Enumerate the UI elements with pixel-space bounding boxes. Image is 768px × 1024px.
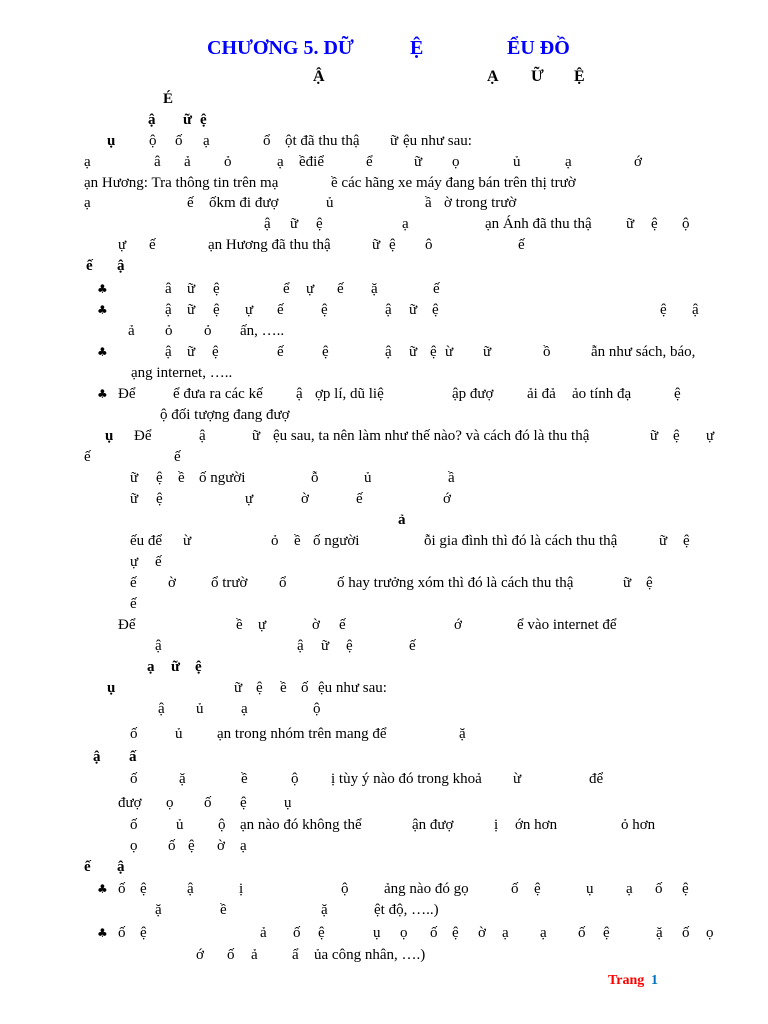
text-fragment: ọ: [130, 838, 138, 854]
text-fragment: ề: [178, 470, 185, 486]
text-fragment: ệ: [213, 302, 220, 318]
text-line: [0, 131, 768, 151]
text-fragment: ế: [337, 281, 344, 297]
text-fragment: ậ: [93, 749, 101, 765]
club-bullet-icon: ♣: [97, 303, 108, 317]
page-number: 1: [651, 973, 658, 988]
text-fragment: ấ: [129, 749, 137, 765]
text-fragment: ệt độ, …..): [374, 902, 439, 918]
text-fragment: ố: [655, 881, 663, 897]
bullet-line: [0, 879, 768, 899]
text-fragment: ả: [398, 512, 406, 528]
text-fragment: ả: [260, 925, 267, 941]
text-fragment: ố: [293, 925, 301, 941]
text-fragment: ể: [283, 281, 290, 297]
text-fragment: ột đã thu thậ: [285, 133, 360, 149]
club-bullet-icon: ♣: [97, 387, 108, 401]
text-line: [0, 945, 768, 965]
text-fragment: ờ: [478, 925, 486, 941]
text-fragment: ả: [184, 154, 191, 170]
text-fragment: ố: [682, 925, 690, 941]
text-fragment: ữ: [187, 281, 196, 297]
text-fragment: ậ: [155, 638, 162, 654]
text-fragment: ệ: [256, 680, 263, 696]
text-line: [0, 531, 768, 551]
text-fragment: ặ: [155, 902, 162, 918]
text-fragment: ế: [84, 859, 91, 875]
text-fragment: ữ: [650, 428, 659, 444]
text-fragment: ậ: [165, 302, 172, 318]
text-fragment: ế: [356, 491, 363, 507]
text-fragment: ốkm đi đượ: [209, 195, 279, 211]
text-fragment: ể: [366, 154, 373, 170]
text-fragment: ế: [433, 281, 440, 297]
text-line: [0, 552, 768, 572]
text-fragment: ố: [118, 925, 126, 941]
text-fragment: ữ: [623, 575, 632, 591]
text-line: [0, 468, 768, 488]
text-fragment: ạ: [203, 133, 210, 149]
text-fragment: ờ trong trườ: [444, 195, 517, 211]
text-fragment: ệu như sau:: [318, 680, 387, 696]
section-heading: [0, 67, 768, 87]
text-fragment: ủ: [364, 470, 372, 486]
text-fragment: ầ: [448, 470, 455, 486]
text-fragment: ệ: [156, 470, 163, 486]
bullet-line: [0, 384, 768, 404]
text-fragment: ạ: [540, 925, 547, 941]
text-fragment: ặ: [459, 726, 466, 742]
text-fragment: ảo tính đạ: [572, 386, 632, 402]
text-line: [0, 193, 768, 213]
text-fragment: ệ: [389, 237, 396, 253]
text-fragment: ả: [251, 947, 258, 963]
text-fragment: ủa công nhân, ….): [314, 947, 426, 963]
text-fragment: ảng nào đó gọ: [384, 881, 469, 897]
text-fragment: ặ: [656, 925, 663, 941]
text-line: [0, 214, 768, 234]
text-fragment: ề: [236, 617, 243, 633]
text-fragment: ạ: [402, 216, 409, 232]
subsection-heading: [0, 857, 768, 877]
text-fragment: ừ: [513, 771, 522, 787]
text-fragment: ế: [187, 195, 194, 211]
text-fragment: ợp lí, dũ liệ: [315, 386, 384, 402]
text-fragment: ệ: [534, 881, 541, 897]
bullet-line: [0, 279, 768, 299]
text-fragment: ị: [494, 817, 499, 833]
text-fragment: ổ: [263, 133, 271, 149]
text-fragment: ộ đối tượng đang đượ: [160, 407, 290, 423]
text-fragment: ồ: [543, 344, 551, 360]
text-line: [0, 615, 768, 635]
text-fragment: ệ: [212, 344, 219, 360]
text-fragment: ữ: [187, 344, 196, 360]
text-fragment: ệ: [213, 281, 220, 297]
text-line: [0, 724, 768, 744]
text-fragment: ế: [339, 617, 346, 633]
text-fragment: ớ: [454, 617, 462, 633]
text-fragment: Ậ: [313, 68, 325, 85]
text-fragment: ủ: [513, 154, 521, 170]
text-fragment: ữ: [171, 659, 181, 675]
text-fragment: ự: [706, 428, 715, 444]
text-fragment: ạ: [84, 195, 91, 211]
text-line: [0, 363, 768, 383]
text-fragment: Ạ: [487, 68, 499, 85]
text-fragment: ậ: [264, 216, 271, 232]
text-fragment: ụ: [373, 925, 381, 941]
text-fragment: ế: [277, 344, 284, 360]
text-fragment: ệ: [240, 795, 247, 811]
text-fragment: ệ: [318, 925, 325, 941]
text-fragment: ệ: [316, 216, 323, 232]
subsection-heading: [0, 747, 768, 767]
text-fragment: ố: [130, 726, 138, 742]
text-fragment: ềđiể: [299, 154, 324, 170]
text-fragment: ạn nào đó không thể: [240, 817, 362, 833]
text-fragment: ệ: [195, 659, 202, 675]
text-fragment: ờ: [168, 575, 176, 591]
text-fragment: ệ: [430, 344, 437, 360]
title-fragment: ỂU ĐỒ: [507, 37, 570, 59]
text-fragment: ả: [128, 323, 135, 339]
text-fragment: ếu để: [130, 533, 163, 549]
text-fragment: ậ: [385, 302, 392, 318]
text-fragment: ệ: [603, 925, 610, 941]
text-fragment: ề: [220, 902, 227, 918]
text-fragment: ố: [301, 680, 309, 696]
text-fragment: ầ: [425, 195, 432, 211]
text-fragment: ộ: [218, 817, 226, 833]
text-fragment: Để: [118, 617, 136, 633]
text-fragment: ữ: [372, 237, 381, 253]
text-fragment: ủ: [326, 195, 334, 211]
text-fragment: ậ: [117, 258, 125, 274]
text-fragment: ộ: [291, 771, 299, 787]
club-bullet-icon: ♣: [97, 345, 108, 359]
text-fragment: ặ: [179, 771, 186, 787]
text-fragment: ề: [241, 771, 248, 787]
text-fragment: ủ: [175, 726, 183, 742]
subsection-heading: [0, 256, 768, 276]
text-fragment: ố người: [313, 533, 360, 549]
text-fragment: ừ: [445, 344, 454, 360]
text-fragment: Ệ: [574, 68, 585, 85]
text-fragment: ệ: [432, 302, 439, 318]
text-fragment: ỏ: [165, 323, 173, 339]
title-fragment: CHƯƠNG 5. DỮ: [207, 37, 354, 59]
text-fragment: để: [589, 771, 604, 787]
text-fragment: ạ: [565, 154, 572, 170]
text-fragment: ọ: [452, 154, 460, 170]
text-fragment: ủ: [196, 701, 204, 717]
text-fragment: ố: [578, 925, 586, 941]
text-fragment: ệ: [452, 925, 459, 941]
page-label: Trang: [608, 973, 645, 988]
text-fragment: ố: [118, 881, 126, 897]
text-line: [0, 793, 768, 813]
text-fragment: ộ: [313, 701, 321, 717]
text-fragment: ệ: [346, 638, 353, 654]
text-fragment: ặ: [321, 902, 328, 918]
text-fragment: ố: [227, 947, 235, 963]
text-line: [0, 447, 768, 467]
text-fragment: ạ: [240, 838, 247, 854]
text-fragment: ố: [130, 817, 138, 833]
text-fragment: ữ: [130, 470, 139, 486]
text-fragment: ụ: [107, 133, 116, 149]
text-fragment: ạ: [502, 925, 509, 941]
page-footer: [0, 971, 768, 991]
text-line: [0, 321, 768, 341]
text-fragment: ệ: [683, 533, 690, 549]
text-fragment: ế: [518, 237, 525, 253]
text-fragment: ố người: [199, 470, 246, 486]
text-fragment: ạn trong nhóm trên mang để: [217, 726, 387, 742]
text-fragment: Ữ: [531, 68, 544, 85]
text-fragment: ặ: [371, 281, 378, 297]
text-fragment: ữ: [414, 154, 423, 170]
text-line: [0, 573, 768, 593]
text-fragment: ập đượ: [452, 386, 494, 402]
text-fragment: É: [163, 91, 174, 107]
subsection-heading: [0, 110, 768, 130]
text-fragment: ạng internet, …..: [131, 365, 233, 381]
text-fragment: ớ: [196, 947, 204, 963]
text-fragment: Để: [118, 386, 136, 402]
text-fragment: ệ: [651, 216, 658, 232]
text-fragment: ữ: [659, 533, 668, 549]
text-fragment: ế: [149, 237, 156, 253]
text-fragment: ể đưa ra các kế: [173, 386, 263, 402]
text-fragment: ữ: [409, 344, 418, 360]
text-fragment: ờ: [217, 838, 225, 854]
text-fragment: ệ: [322, 344, 329, 360]
text-fragment: ậ: [148, 112, 156, 128]
text-fragment: ỗ: [311, 470, 319, 486]
text-fragment: ữ: [390, 133, 399, 149]
text-line: [0, 836, 768, 856]
text-fragment: ố: [430, 925, 438, 941]
text-fragment: ổ trườ: [211, 575, 248, 591]
text-fragment: ụ: [105, 428, 114, 444]
text-fragment: ự: [306, 281, 315, 297]
text-fragment: ụ: [586, 881, 594, 897]
text-line: [0, 405, 768, 425]
text-fragment: ệ: [140, 925, 147, 941]
subsection-heading: [0, 657, 768, 677]
text-fragment: ẩ: [292, 947, 299, 963]
text-fragment: ạ: [147, 659, 155, 675]
text-fragment: ụ: [284, 795, 292, 811]
text-line: [0, 489, 768, 509]
text-line: [0, 426, 768, 446]
text-line: [0, 678, 768, 698]
text-fragment: ể vào internet để: [517, 617, 617, 633]
text-fragment: ậ: [199, 428, 206, 444]
text-fragment: ỏ: [271, 533, 279, 549]
text-fragment: ữ: [321, 638, 330, 654]
text-fragment: ệ: [156, 491, 163, 507]
text-fragment: ận đượ: [412, 817, 454, 833]
text-fragment: ự: [245, 491, 254, 507]
text-fragment: ọ: [166, 795, 174, 811]
text-fragment: ế: [86, 258, 93, 274]
club-bullet-icon: ♣: [97, 882, 108, 896]
text-fragment: ỏ: [204, 323, 212, 339]
text-fragment: ộ: [341, 881, 349, 897]
text-fragment: ự: [118, 237, 127, 253]
text-fragment: ạ: [626, 881, 633, 897]
text-fragment: ờ: [301, 491, 309, 507]
text-fragment: ệ: [140, 881, 147, 897]
text-fragment: ệ: [660, 302, 667, 318]
text-fragment: ọ: [706, 925, 714, 941]
text-fragment: ệ: [646, 575, 653, 591]
text-fragment: ệ: [674, 386, 681, 402]
club-bullet-icon: ♣: [97, 926, 108, 940]
text-fragment: ậ: [187, 881, 194, 897]
text-fragment: ệu như sau:: [403, 133, 472, 149]
text-fragment: ậ: [296, 386, 303, 402]
text-line: [0, 173, 768, 193]
chapter-title: [0, 35, 768, 61]
text-fragment: ạ: [241, 701, 248, 717]
text-fragment: ụ: [107, 680, 116, 696]
text-fragment: ự: [130, 554, 139, 570]
text-fragment: ộ: [149, 133, 157, 149]
subsection-heading: [0, 510, 768, 530]
text-fragment: ạn Hương: Tra thông tin trên mạ: [84, 175, 279, 191]
text-fragment: ữ: [187, 302, 196, 318]
text-fragment: ị tùy ý nào đó trong khoả: [331, 771, 482, 787]
text-fragment: ẫn như sách, báo,: [591, 344, 696, 360]
text-fragment: ữ: [183, 112, 193, 128]
text-fragment: ải đả: [527, 386, 556, 402]
text-fragment: ế: [130, 575, 137, 591]
text-line: [0, 900, 768, 920]
text-fragment: ờ: [312, 617, 320, 633]
text-fragment: ỏ: [224, 154, 232, 170]
text-fragment: ế: [155, 554, 162, 570]
subsection-heading: [0, 89, 768, 109]
text-fragment: ệ: [200, 112, 207, 128]
text-fragment: ạn Hương đã thu thậ: [208, 237, 331, 253]
text-fragment: ệ: [682, 881, 689, 897]
text-fragment: ớn hơn: [515, 817, 558, 833]
text-fragment: ế: [277, 302, 284, 318]
text-fragment: ố: [204, 795, 212, 811]
text-fragment: ậ: [117, 859, 125, 875]
text-line: [0, 235, 768, 255]
text-fragment: ỗi gia đình thì đó là cách thu thậ: [424, 533, 618, 549]
text-fragment: ậ: [385, 344, 392, 360]
text-fragment: ế: [174, 449, 181, 465]
text-fragment: ố: [175, 133, 183, 149]
text-fragment: ề các hãng xe máy đang bán trên thị trườ: [331, 175, 576, 191]
text-fragment: ữ: [234, 680, 243, 696]
bullet-line: [0, 923, 768, 943]
text-fragment: ữ: [252, 428, 261, 444]
text-fragment: ậ: [297, 638, 304, 654]
text-fragment: ế: [84, 449, 91, 465]
text-line: [0, 594, 768, 614]
text-line: [0, 152, 768, 172]
text-fragment: ế: [130, 596, 137, 612]
bullet-line: [0, 342, 768, 362]
text-fragment: ô: [425, 237, 433, 253]
text-fragment: ủ: [176, 817, 184, 833]
text-line: [0, 769, 768, 789]
text-fragment: đượ: [118, 795, 142, 811]
text-fragment: ệu sau, ta nên làm như thế nào? và cách đó là thu thậ: [273, 428, 590, 444]
text-fragment: ậ: [158, 701, 165, 717]
text-fragment: ề: [294, 533, 301, 549]
text-fragment: ữ: [130, 491, 139, 507]
club-bullet-icon: ♣: [97, 282, 108, 296]
text-fragment: ậ: [165, 344, 172, 360]
text-fragment: ỏ hơn: [621, 817, 656, 833]
text-fragment: â: [154, 154, 161, 170]
text-line: [0, 699, 768, 719]
text-fragment: ữ: [626, 216, 635, 232]
text-fragment: ớ: [443, 491, 451, 507]
text-fragment: ậ: [692, 302, 699, 318]
text-fragment: ữ: [409, 302, 418, 318]
text-fragment: ạ: [277, 154, 284, 170]
text-line: [0, 815, 768, 835]
text-fragment: ữ: [483, 344, 492, 360]
text-fragment: ị: [239, 881, 244, 897]
text-fragment: â: [165, 281, 172, 297]
text-fragment: ổ: [279, 575, 287, 591]
title-fragment: Ệ: [410, 37, 424, 59]
text-line: [0, 636, 768, 656]
text-fragment: ệ: [188, 838, 195, 854]
text-fragment: ạn Ánh đã thu thậ: [485, 216, 592, 232]
text-fragment: ấn, …..: [240, 323, 285, 339]
text-fragment: ệ: [673, 428, 680, 444]
text-fragment: ạ: [84, 154, 91, 170]
text-fragment: ộ: [682, 216, 690, 232]
text-fragment: ế: [409, 638, 416, 654]
text-fragment: ữ: [290, 216, 299, 232]
text-fragment: Để: [134, 428, 152, 444]
bullet-line: [0, 300, 768, 320]
text-fragment: ớ: [634, 154, 642, 170]
text-fragment: ố: [511, 881, 519, 897]
text-fragment: ố: [130, 771, 138, 787]
text-fragment: ự: [245, 302, 254, 318]
text-fragment: ừ: [183, 533, 192, 549]
text-fragment: ọ: [400, 925, 408, 941]
text-fragment: ự: [258, 617, 267, 633]
text-fragment: ố hay trưởng xóm thì đó là cách thu thậ: [337, 575, 574, 591]
text-fragment: ố: [168, 838, 176, 854]
text-fragment: ệ: [321, 302, 328, 318]
text-fragment: ề: [280, 680, 287, 696]
